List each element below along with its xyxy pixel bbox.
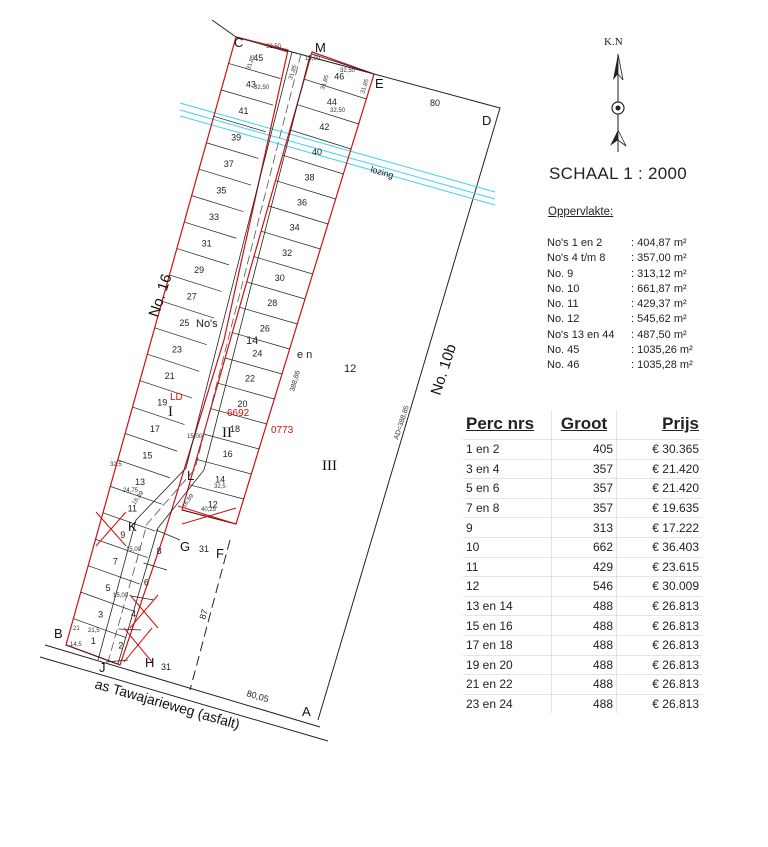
lot-number: 30 — [274, 272, 285, 283]
area-key: No. 10 — [547, 282, 580, 295]
corner-m: M — [315, 40, 326, 55]
groot-cell: 488 — [552, 675, 617, 695]
prijs-cell: € 19.635 — [617, 498, 703, 518]
label-roman-3: III — [322, 458, 337, 474]
price-row — [463, 459, 702, 479]
perc-cell: 9 — [463, 518, 552, 538]
dim-4025: 40,25 — [201, 507, 217, 513]
header-groot: Groot — [552, 410, 617, 440]
north-label: K.N — [604, 36, 623, 48]
groot-cell: 357 — [552, 498, 617, 518]
price-row — [463, 655, 702, 675]
lot-number: 28 — [267, 298, 278, 309]
label-6692: 6692 — [227, 408, 250, 419]
perc-cell: 5 en 6 — [463, 479, 552, 499]
lot-number: 25 — [179, 317, 190, 328]
label-no16: No. 16 — [145, 271, 176, 320]
dim-3250-c: 32,50 — [330, 108, 346, 114]
lot-number: 27 — [186, 291, 197, 302]
groot-cell: 488 — [552, 635, 617, 655]
area-row — [547, 328, 693, 343]
dim-3186: 31,85 — [360, 78, 371, 95]
corner-b: B — [54, 626, 63, 641]
lot-number: 26 — [259, 323, 270, 334]
area-key: No's 4 t/m 8 — [547, 252, 606, 265]
lot-number: 35 — [216, 185, 227, 196]
perc-cell: 7 en 8 — [463, 498, 552, 518]
lot-number: 21 — [164, 371, 175, 382]
area-value: : 357,00 m² — [631, 252, 687, 265]
lot-number: 40 — [311, 147, 322, 158]
area-key: No. 12 — [547, 313, 580, 326]
label-dim-38886: 388,86 — [289, 370, 302, 393]
groot-cell: 313 — [552, 518, 617, 538]
groot-cell: 429 — [552, 557, 617, 577]
lot-number: 39 — [231, 132, 242, 143]
dim-325-b: 32,5 — [214, 484, 226, 490]
lot-number: 20 — [237, 398, 248, 409]
area-value: : 404,87 m² — [631, 237, 687, 249]
lot-number: 45 — [253, 52, 264, 63]
lot-number: 18 — [230, 423, 241, 434]
label-dim-8005: 80,05 — [245, 688, 270, 705]
lot-number: 15 — [142, 450, 153, 461]
area-value: : 1035,26 m² — [631, 344, 693, 357]
label-ld: LD — [170, 392, 183, 403]
prijs-cell: € 26.813 — [617, 655, 703, 675]
lot-number: 31 — [201, 238, 212, 249]
prijs-cell: € 23.615 — [617, 557, 703, 577]
prijs-cell: € 17.222 — [617, 518, 703, 538]
perc-cell: 15 en 16 — [463, 616, 552, 636]
lot-divider — [218, 383, 274, 399]
lot-divider — [269, 206, 328, 224]
area-row — [547, 251, 693, 266]
area-key: No. 11 — [547, 298, 579, 311]
area-key: No. 45 — [547, 344, 580, 357]
price-row — [463, 440, 702, 460]
lot-number: 12 — [207, 499, 218, 510]
header-perc: Perc nrs — [466, 414, 535, 433]
lot-number: 32 — [282, 247, 293, 258]
dashed-line-87 — [190, 540, 230, 690]
lot-divider — [140, 381, 192, 398]
corner-letters — [54, 35, 491, 719]
corner-g: G — [180, 539, 191, 554]
lot-divider — [206, 143, 258, 159]
corner-k: K — [128, 519, 137, 534]
groot-cell: 357 — [552, 459, 617, 479]
price-row — [463, 596, 702, 616]
dim-3250-a: 32,50 — [266, 44, 282, 50]
perc-cell: 3 en 4 — [463, 459, 552, 479]
label-lot12: 12 — [344, 363, 357, 375]
groot-cell: 546 — [552, 577, 617, 597]
lot-number: 42 — [319, 121, 330, 132]
price-row — [463, 694, 702, 713]
lot-divider — [133, 407, 185, 424]
lot-divider — [177, 248, 229, 264]
lot-divider — [184, 222, 236, 238]
perc-cell: 19 en 20 — [463, 655, 552, 675]
dim-145: 14,5 — [70, 642, 82, 648]
groot-cell: 488 — [552, 655, 617, 675]
dim-3250-d: 32,50 — [254, 85, 270, 91]
north-arrow-icon — [604, 52, 632, 156]
lot-number: 7 — [112, 556, 118, 567]
lot-divider — [229, 63, 281, 78]
dim-3250-b: 32,50 — [340, 68, 356, 74]
lot-divider — [199, 169, 251, 185]
lot-divider — [125, 434, 177, 452]
lot-divider — [147, 354, 199, 371]
corner-a: A — [302, 704, 311, 719]
lot-divider — [119, 629, 142, 630]
dim-325-a: 32,5 — [110, 462, 122, 468]
perc-cell: 17 en 18 — [463, 635, 552, 655]
prijs-cell: € 26.813 — [617, 635, 703, 655]
corner-d: D — [482, 113, 492, 128]
label-ad: AD=388,85 — [393, 404, 411, 441]
label-roman-2: II — [222, 425, 232, 441]
groot-cell: 405 — [552, 440, 617, 460]
prijs-cell: € 26.813 — [617, 616, 703, 636]
dim-21: 21 — [73, 626, 80, 632]
prijs-cell: € 30.009 — [617, 577, 703, 597]
areas-legend — [547, 236, 693, 374]
lot-number: 36 — [297, 197, 308, 208]
dim-1500-a: 15,00 — [305, 56, 321, 62]
groot-cell: 488 — [552, 596, 617, 616]
dim-3185-b: 31,85 — [288, 64, 299, 81]
west-neighbor-line — [212, 20, 236, 37]
lot-number: 3 — [98, 609, 104, 620]
area-row — [547, 358, 693, 373]
corner-f: F — [216, 546, 224, 561]
lot-divider — [283, 155, 343, 174]
prijs-cell: € 36.403 — [617, 537, 703, 557]
price-row — [463, 479, 702, 499]
price-table-header — [463, 410, 702, 440]
lot-divider — [162, 301, 214, 318]
area-value: : 545,62 m² — [631, 313, 687, 326]
dim-1500-c: 15,00 — [126, 547, 142, 553]
lot-divider — [225, 358, 282, 374]
dim-1500-d: 15,00 — [113, 593, 129, 599]
area-value: : 1035,28 m² — [631, 359, 693, 372]
groot-cell: 662 — [552, 537, 617, 557]
label-no10b: No. 10b — [427, 342, 461, 398]
area-key: No's 13 en 44 — [547, 328, 615, 341]
lot-number: 33 — [208, 211, 219, 222]
dim-215: 21,5 — [88, 628, 100, 634]
price-table — [463, 410, 702, 713]
dim-1500-b: 15,00 — [187, 434, 203, 440]
groot-cell: 357 — [552, 479, 617, 499]
perc-cell: 10 — [463, 537, 552, 557]
dim-1689-a: 16,89 — [131, 490, 146, 507]
lot-number: 16 — [222, 449, 233, 460]
area-row — [547, 267, 693, 282]
area-row — [547, 312, 693, 327]
label-dim-31b: 31 — [161, 662, 172, 672]
price-row — [463, 557, 702, 577]
corner-c: C — [234, 35, 244, 50]
dim-2475: 24,75 — [123, 488, 139, 494]
lot-number: 19 — [157, 397, 168, 408]
lot-number: 8 — [156, 545, 162, 556]
lozing-canal — [180, 103, 495, 208]
lot-number: 5 — [105, 583, 111, 594]
area-value: : 429,37 m² — [631, 298, 687, 311]
lot-divider — [221, 90, 273, 105]
price-row — [463, 577, 702, 597]
lot-divider — [192, 196, 244, 212]
lot-number: 37 — [223, 158, 234, 169]
area-row — [547, 297, 693, 312]
label-nos: No's — [196, 318, 218, 330]
price-row — [463, 518, 702, 538]
label-dim-80: 80 — [430, 98, 441, 108]
lot-number: 14 — [215, 474, 226, 485]
corner-e: E — [375, 76, 384, 91]
area-value: : 661,87 m² — [631, 282, 687, 295]
lot-divider — [254, 257, 312, 274]
corner-h: H — [145, 655, 155, 670]
lot-divider — [233, 333, 290, 349]
road-line-1 — [40, 657, 328, 741]
lot-divider — [155, 328, 207, 345]
lot-number: 24 — [252, 348, 263, 359]
label-lozing: lozing — [369, 164, 395, 181]
lot-number: 6 — [143, 577, 149, 588]
area-row — [547, 343, 693, 358]
lot-divider — [214, 116, 266, 132]
dim-3185-a: 31,85 — [246, 54, 257, 71]
area-key: No. 46 — [547, 359, 580, 372]
label-en: e n — [297, 349, 313, 361]
perc-cell: 13 en 14 — [463, 596, 552, 616]
prijs-cell: € 30.365 — [617, 440, 703, 460]
dim-3185-c: 31,85 — [320, 74, 331, 91]
perc-cell: 21 en 22 — [463, 675, 552, 695]
lot-divider — [118, 460, 170, 478]
lot-number: 41 — [238, 105, 249, 116]
price-row — [463, 537, 702, 557]
prijs-cell: € 26.813 — [617, 675, 703, 695]
lot-divider — [247, 282, 305, 299]
lot-number: 4 — [131, 608, 137, 619]
lot-number: 34 — [289, 222, 300, 233]
lot-number: 1 — [90, 636, 96, 647]
lot-number: 43 — [245, 79, 256, 90]
prijs-cell: € 26.813 — [617, 596, 703, 616]
groot-cell: 488 — [552, 616, 617, 636]
label-dim-31a: 31 — [199, 544, 210, 554]
lot-number: 22 — [244, 373, 255, 384]
lot-divider — [169, 275, 221, 292]
prijs-cell: € 26.813 — [617, 694, 703, 713]
lot-divider — [276, 181, 336, 199]
header-prijs: Prijs — [662, 414, 699, 433]
lot-number: 17 — [149, 424, 160, 435]
dim-1689-b: 16,89 — [181, 493, 196, 510]
label-lot14-mid: 14 — [246, 335, 259, 347]
area-value: : 487,50 m² — [631, 328, 687, 341]
groot-cell: 488 — [552, 694, 617, 713]
perc-cell: 1 en 2 — [463, 440, 552, 460]
price-row — [463, 635, 702, 655]
lot-number: 11 — [127, 503, 137, 514]
price-row — [463, 616, 702, 636]
label-roman-1: I — [168, 404, 173, 420]
perc-cell: 12 — [463, 577, 552, 597]
price-row — [463, 675, 702, 695]
label-road: as Tawajarieweg (asfalt) — [93, 675, 242, 733]
lot-number: 9 — [120, 530, 126, 541]
lot-divider — [261, 231, 320, 249]
lot-number: 2 — [118, 640, 124, 651]
prijs-cell: € 21.420 — [617, 479, 703, 499]
perc-cell: 23 en 24 — [463, 694, 552, 713]
perc-cell: 11 — [463, 557, 552, 577]
corner-l: L — [187, 468, 195, 483]
area-value: : 313,12 m² — [631, 267, 687, 280]
label-dim-87: 87 — [197, 608, 210, 621]
scale-label: SCHAAL 1 : 2000 — [549, 164, 688, 183]
area-row — [547, 236, 693, 251]
label-0773: 0773 — [271, 425, 294, 436]
area-key: No. 9 — [547, 267, 574, 280]
lot-number: 23 — [172, 344, 183, 355]
lot-number: 13 — [135, 477, 146, 488]
lot-number: 44 — [326, 96, 337, 107]
lot-divider — [240, 307, 298, 324]
price-row — [463, 498, 702, 518]
area-row — [547, 282, 693, 297]
lot-divider — [156, 530, 180, 540]
prijs-cell: € 21.420 — [617, 459, 703, 479]
lot-number: 38 — [304, 172, 315, 183]
lot-number: 29 — [194, 264, 205, 275]
lot-number: 46 — [334, 71, 345, 82]
areas-title: Oppervlakte: — [548, 206, 614, 218]
area-key: No's 1 en 2 — [547, 237, 603, 249]
corner-j: J — [99, 660, 106, 675]
